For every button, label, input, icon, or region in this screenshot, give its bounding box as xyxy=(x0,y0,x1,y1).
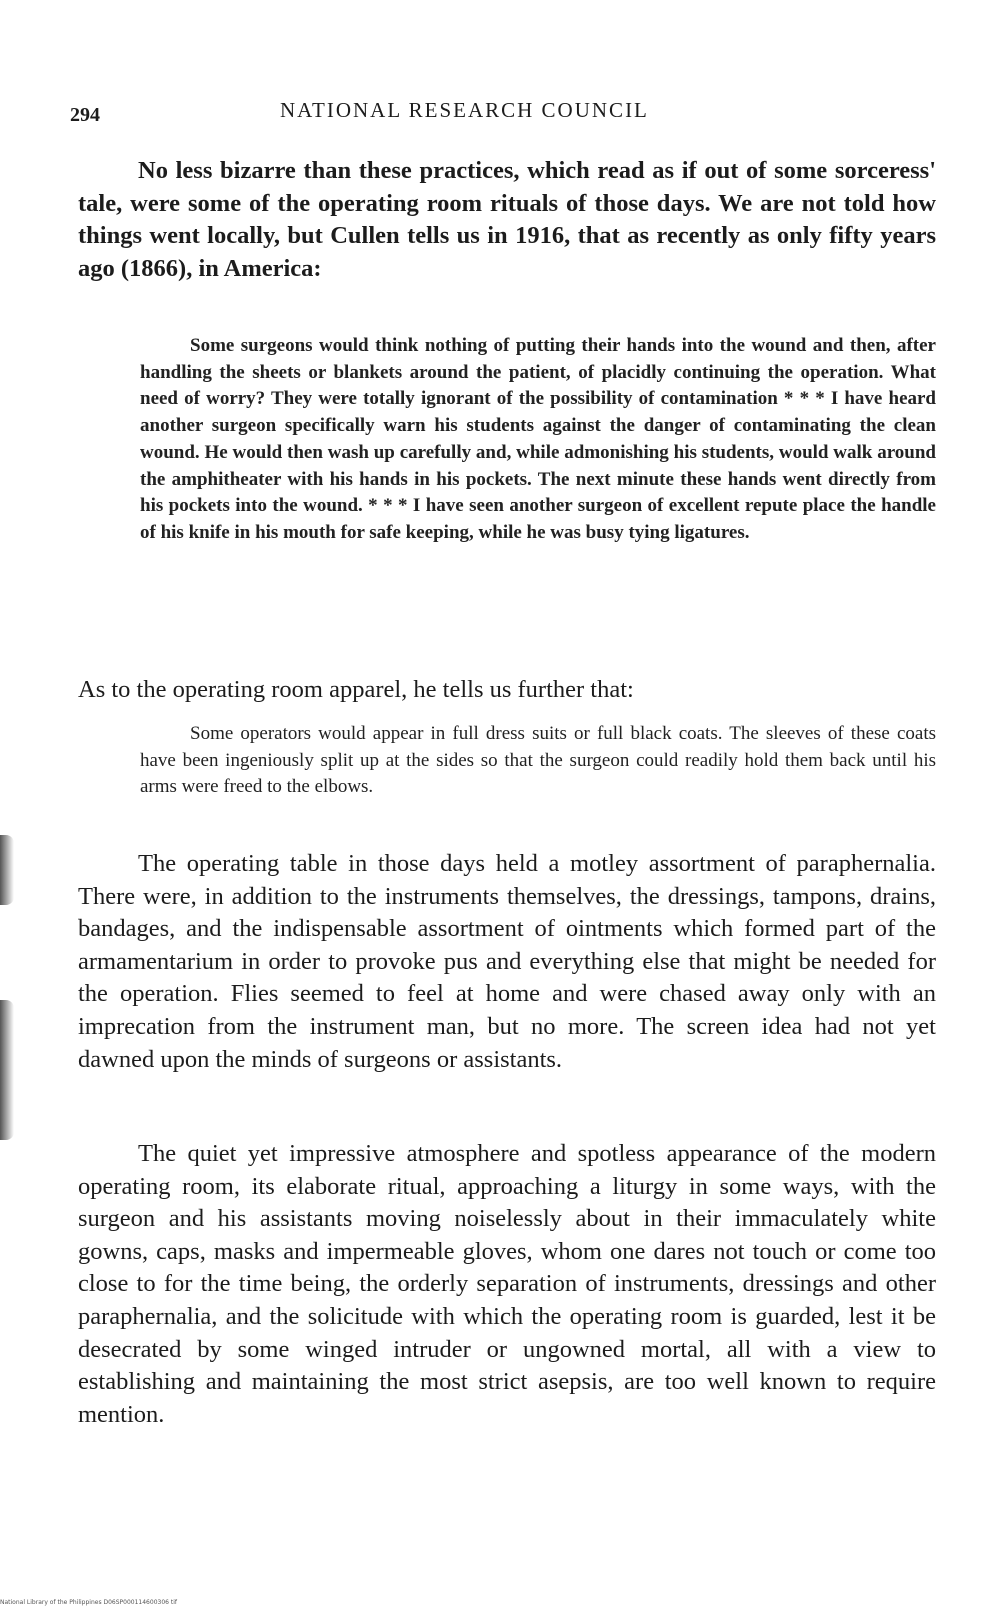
page-header xyxy=(70,98,931,128)
running-head: NATIONAL RESEARCH COUNCIL xyxy=(280,98,649,122)
block-quote-surgeons: Some surgeons would think nothing of putting their hands into the wound and then, after handling the sheets or blankets around the patient, of placidly continuing the operation. What need of worry? They were totally ignorant of the possibility of contamination * * * I have heard another surgeon specifically warn his students against the danger of contaminating the clean wound. He would then wash up carefully and, while admonishing his students, would walk around the amphitheater with his hands in his pockets. The next minute these hands went directly from his pockets into the wound. * * * I have seen another surgeon of excellent repute place the handle of his knife in his mouth for safe keeping, while he was busy tying ligatures. xyxy=(140,335,936,543)
page-number: 294 xyxy=(70,104,100,126)
scan-edge-shadow-upper xyxy=(0,835,14,905)
scan-credit: National Library of the Philippines D06SP000114600306 tif xyxy=(0,1599,178,1606)
paragraph-modern-room: The quiet yet impressive atmosphere and spotless appearance of the modern operating room, its elaborate ritual, approaching a liturgy in some ways, with the surgeon and his assistants moving noiselessly about in their immaculately white gowns, caps, masks and impermeable gloves, whom one dares not touch or come too close to for the time being, the orderly separation of instruments, dressings and other paraphernalia, and the solicitude with which the operating room is guarded, lest it be desecrated by some winged intruder or ungowned mortal, all with a view to establishing and maintaining the most strict asepsis, are too well known to require mention. xyxy=(78,1140,936,1428)
paragraph-operating-table: The operating table in those days held a motley assortment of paraphernalia. There were, in addition to the instruments themselves, the dressings, tampons, drains, bandages, and the indispensable assortment of ointments which formed part of the armamentarium in order to provoke pus and everything else that might be needed for the operation. Flies seemed to feel at home and were chased away only with an imprecation from the instrument man, but no more. The screen idea had not yet dawned upon the minds of surgeons or assistants. xyxy=(78,850,936,1073)
block-quote-apparel: Some operators would appear in full dress suits or full black coats. The sleeves of these coats have been ingeniously split up at the sides so that the surgeon could readily hold them back until his arms were freed to the elbows. xyxy=(140,723,936,798)
paragraph-apparel: As to the operating room apparel, he tells us further that: xyxy=(78,676,634,703)
paragraph-intro: No less bizarre than these practices, which read as if out of some sorceress' tale, were some of the operating room rituals of those days. We are not told how things went locally, but Cullen tells us in 1916, that as recently as only fifty years ago (1866), in America: xyxy=(78,157,936,282)
scan-edge-shadow-lower xyxy=(0,1000,14,1140)
